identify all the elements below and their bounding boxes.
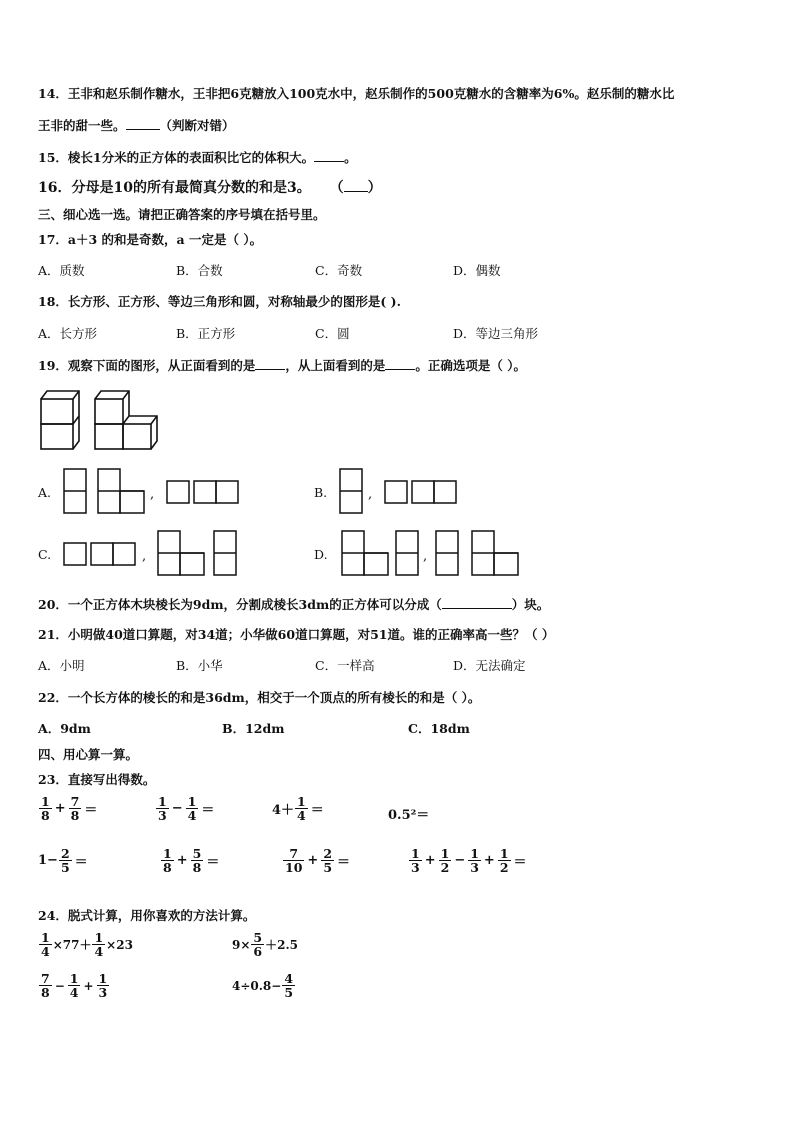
q15-answer-blank[interactable]	[314, 150, 344, 162]
q19-option-a-comma: ,	[150, 487, 155, 502]
q18-option-b[interactable]: B．正方形	[176, 326, 236, 341]
q19-option-d-views[interactable]	[340, 528, 525, 580]
q16-paren-open: （	[329, 180, 344, 196]
q18-option-c[interactable]: C．圆	[315, 326, 350, 341]
q16	[38, 177, 382, 197]
q19-text-b: ，从上面看到的是	[285, 358, 386, 373]
q15-text: 15．棱长1分米的正方体的表面积比它的体积大。	[38, 150, 315, 165]
q14-line2-text: 王非的甜一些。	[38, 118, 126, 133]
q24-e4: 4÷0.8− $\frac{4}{5}$	[232, 971, 294, 1001]
q14-judge-note: （判断对错）	[159, 118, 235, 133]
q20-tail: ）块。	[511, 597, 550, 612]
q22-text: 22．一个长方体的棱长的和是36dm，相交于一个顶点的所有棱长的和是（ ）。	[38, 690, 481, 705]
q21-option-d[interactable]: D．无法确定	[453, 658, 526, 673]
q17-text: 17．a＋3 的和是奇数，a 一定是（ ）。	[38, 232, 263, 247]
q19-option-b-comma: ,	[368, 487, 373, 502]
q14-line1: 14．王非和赵乐制作糖水，王非把6克糖放入100克水中，赵乐制作的500克糖水的含糖率为6%。赵乐制的糖水比	[38, 86, 675, 101]
q16-paren-close: ）	[367, 180, 382, 196]
q14-answer-blank[interactable]	[126, 118, 160, 130]
q19-option-d-comma: ,	[423, 549, 428, 564]
q15-tail: 。	[344, 150, 357, 165]
q23-r1-e4: 0.5²＝	[388, 808, 430, 823]
q23-r1-e1: $\frac{1}{8}$ + $\frac{7}{8}$ ＝	[41, 794, 98, 824]
q23-r2-e2: $\frac{1}{8}$ + $\frac{5}{8}$ ＝	[163, 846, 220, 876]
q19-option-c-comma: ,	[142, 549, 147, 564]
q20	[38, 595, 549, 613]
q23-r2-e4: $\frac{1}{3}$ + $\frac{1}{2}$ − $\frac{1}{3}$ + $\frac{1}{2}$ ＝	[411, 846, 527, 876]
q22-option-a[interactable]: A．9dm	[38, 721, 91, 736]
q19-option-d-label[interactable]: D.	[314, 547, 328, 562]
section-4-heading: 四、用心算一算。	[38, 747, 139, 762]
q23-r2-e1: 1− $\frac{2}{5}$ ＝	[38, 846, 88, 876]
q24-title: 24．脱式计算，用你喜欢的方法计算。	[38, 908, 256, 923]
q20-answer-blank[interactable]	[442, 597, 512, 609]
q17-option-c[interactable]: C．奇数	[315, 263, 363, 278]
q23-r1-e2: $\frac{1}{3}$ − $\frac{1}{4}$ ＝	[158, 794, 215, 824]
q19-option-c-views[interactable]	[62, 528, 242, 580]
q20-text: 20．一个正方体木块棱长为9dm，分割成棱长3dm的正方体可以分成（	[38, 597, 442, 612]
q15	[38, 148, 357, 166]
q24-e2: 9× $\frac{5}{6}$ ＋2.5	[232, 930, 298, 960]
q18-text: 18．长方形、正方形、等边三角形和圆，对称轴最少的图形是( ).	[38, 294, 401, 309]
q16-text: 16．分母是10的所有最简真分数的和是3。	[38, 180, 311, 196]
section-3-heading: 三、细心选一选。请把正确答案的序号填在括号里。	[38, 207, 326, 222]
q19-option-b-label[interactable]: B.	[314, 485, 328, 500]
q21-text: 21．小明做40道口算题，对34道；小华做60道口算题，对51道。谁的正确率高一些？（ ）	[38, 627, 555, 642]
q19-text-a: 19．观察下面的图形，从正面看到的是	[38, 358, 256, 373]
q19-text	[38, 356, 526, 374]
q22-option-b[interactable]: B．12dm	[222, 721, 285, 736]
q19-option-c-label[interactable]: C.	[38, 547, 52, 562]
q19-blank-front[interactable]	[255, 358, 285, 370]
q17-option-b[interactable]: B．合数	[176, 263, 223, 278]
q21-option-b[interactable]: B．小华	[176, 658, 223, 673]
q18-option-a[interactable]: A．长方形	[38, 326, 98, 341]
q16-answer-blank[interactable]	[344, 180, 368, 192]
q24-e3: $\frac{7}{8}$ − $\frac{1}{4}$ + $\frac{1}{3}$	[41, 971, 108, 1001]
q17-option-d[interactable]: D．偶数	[453, 263, 501, 278]
q21-option-c[interactable]: C．一样高	[315, 658, 375, 673]
q18-option-d[interactable]: D．等边三角形	[453, 326, 539, 341]
q21-option-a[interactable]: A．小明	[38, 658, 85, 673]
q19-option-a-views[interactable]	[62, 466, 242, 518]
q22-option-c[interactable]: C．18dm	[408, 721, 470, 736]
q17-option-a[interactable]: A．质数	[38, 263, 85, 278]
q23-r2-e3: $\frac{7}{10}$ + $\frac{2}{5}$ ＝	[285, 846, 351, 876]
q19-option-b-views[interactable]	[338, 466, 468, 518]
q24-e1: $\frac{1}{4}$ ×77＋ $\frac{1}{4}$ ×23	[41, 930, 133, 960]
q19-blank-top[interactable]	[385, 358, 415, 370]
q19-text-c: 。正确选项是（ ）。	[415, 358, 527, 373]
q23-title: 23．直接写出得数。	[38, 772, 156, 787]
q19-option-a-label[interactable]: A.	[38, 485, 52, 500]
q14-line2	[38, 116, 235, 134]
q19-cube-figures	[38, 383, 163, 453]
q23-r1-e3: 4＋ $\frac{1}{4}$ ＝	[272, 794, 324, 824]
